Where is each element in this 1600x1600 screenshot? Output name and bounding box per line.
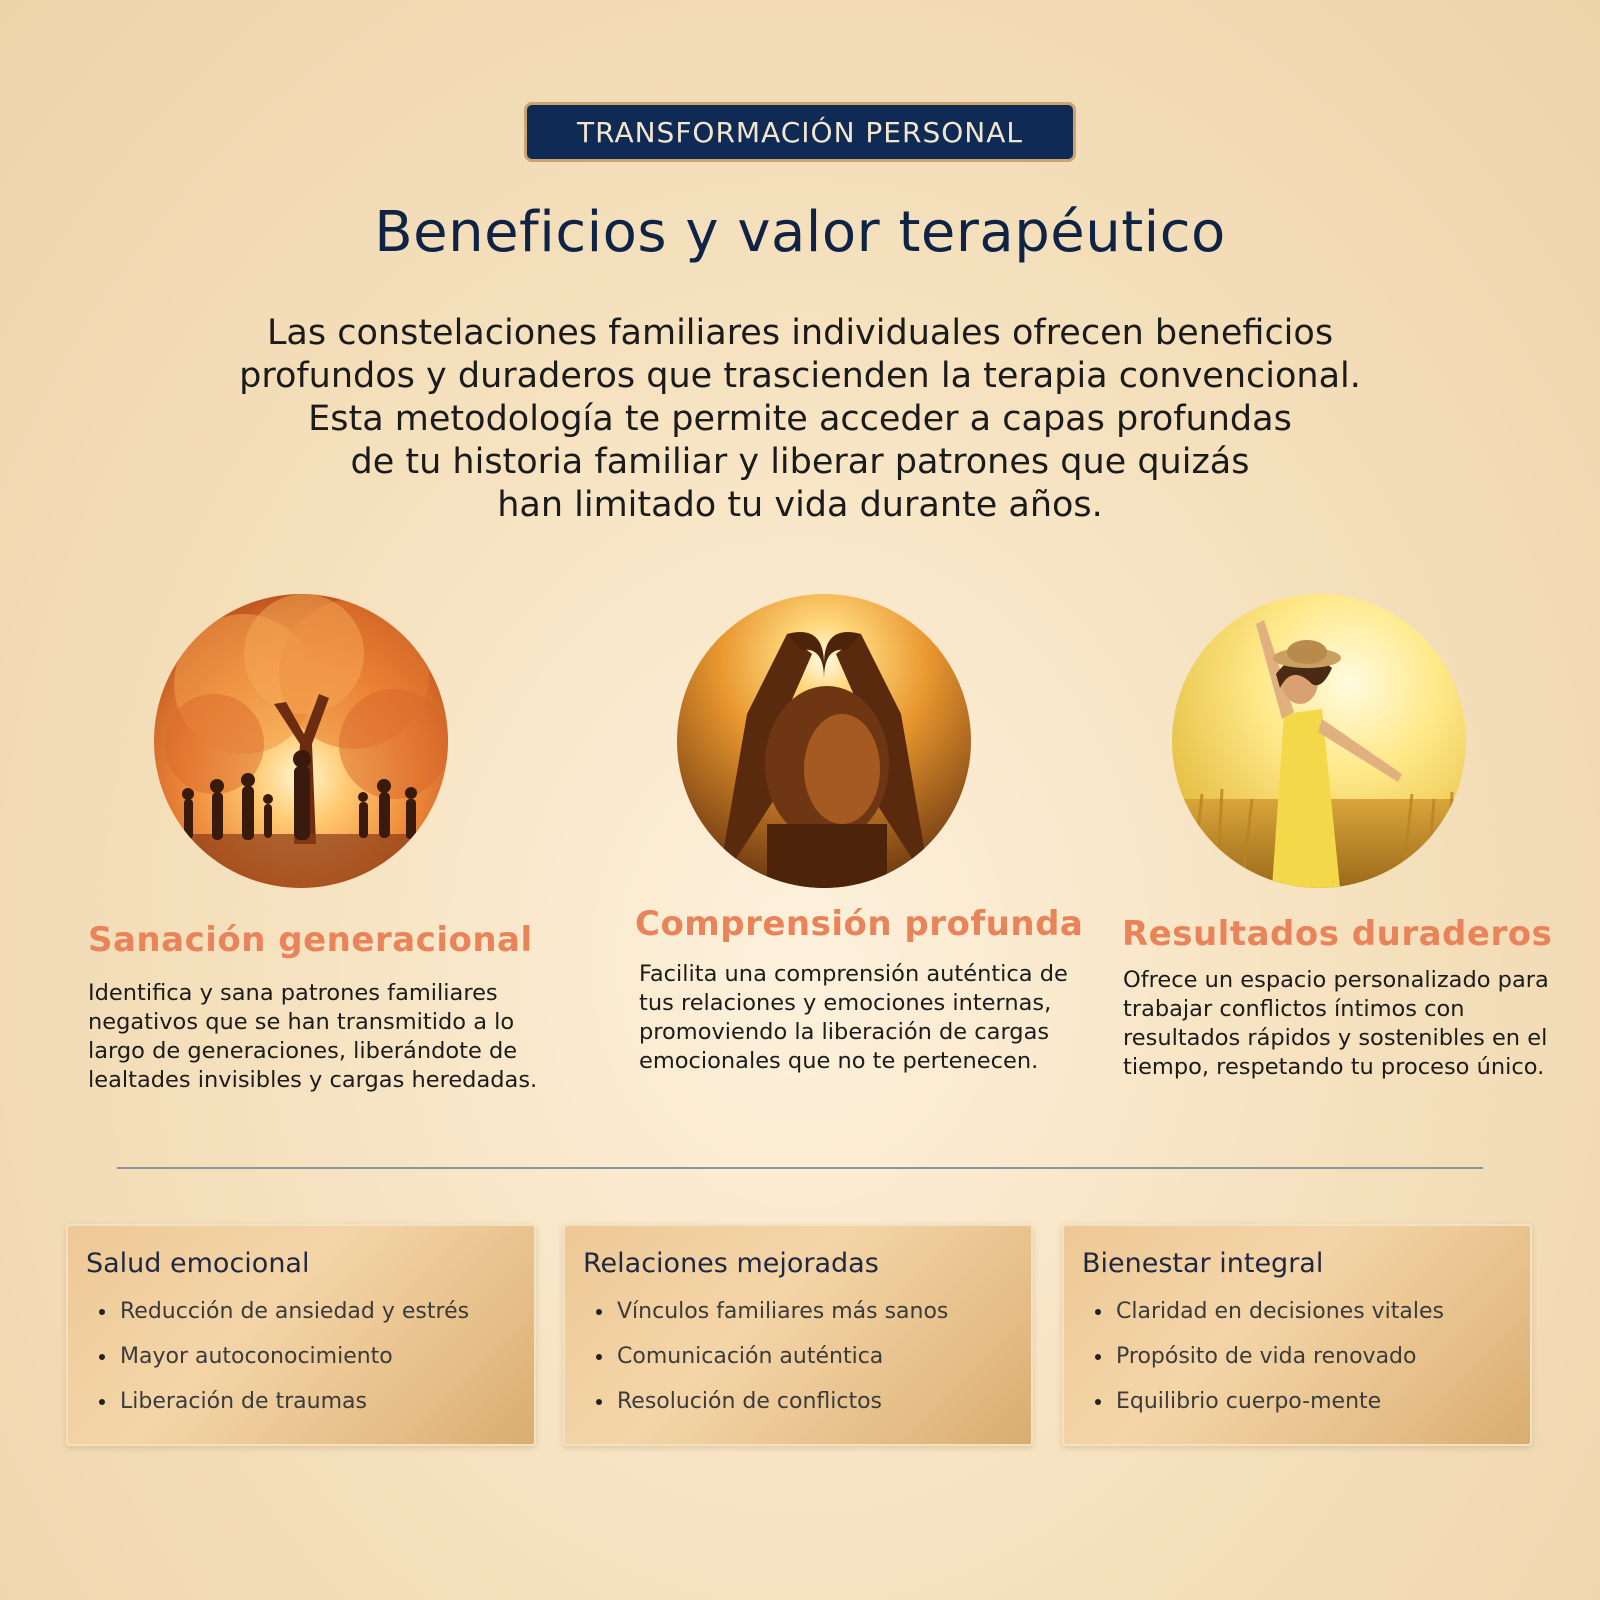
benefit-text-deep-understanding: Facilita una comprensión auténtica de tus relaciones y emociones internas, promoviendo la liberación de cargas emocionales que no te pertenecen. [639,961,1068,1074]
benefit-title-generational-healing: Sanación generacional [88,920,533,960]
list-item: • Claridad en decisiones vitales [1114,1289,1510,1334]
intro-line: de tu historia familiar y liberar patrones que quizás [350,442,1250,482]
section-badge: TRANSFORMACIÓN PERSONAL [524,102,1076,162]
section-divider [117,1167,1483,1169]
benefit-title-deep-understanding: Comprensión profunda [635,904,1084,944]
list-item: • Propósito de vida renovado [1114,1334,1510,1379]
list-item: • Comunicación auténtica [615,1334,1011,1379]
intro-paragraph [150,312,1450,527]
family-tree-image [154,594,448,888]
list-item: • Resolución de conflictos [615,1379,1011,1424]
card-integral-wellbeing [1062,1224,1532,1446]
card-title: Salud emocional [86,1248,310,1279]
intro-line: Esta metodología te permite acceder a capas profundas [308,399,1292,439]
card-title: Bienestar integral [1082,1248,1324,1279]
intro-line: han limitado tu vida durante años. [497,485,1103,525]
benefit-text-lasting-results: Ofrece un espacio personalizado para trabajar conflictos íntimos con resultados rápidos y sostenibles en el tiempo, respetando tu proceso único. [1123,967,1549,1080]
intro-line: Las constelaciones familiares individuales ofrecen beneficios [266,313,1334,353]
heart-hands-image [677,594,971,888]
card-list [1082,1289,1510,1424]
card-emotional-health [66,1224,536,1446]
card-improved-relationships [563,1224,1033,1446]
benefit-title-lasting-results: Resultados duraderos [1122,914,1553,954]
list-item: • Mayor autoconocimiento [118,1334,514,1379]
list-item: • Liberación de traumas [118,1379,514,1424]
benefit-text-generational-healing: Identifica y sana patrones familiares negativos que se han transmitido a lo largo de generaciones, liberándote de lealtades invisibles y cargas heredadas. [88,980,538,1093]
card-title: Relaciones mejoradas [583,1248,879,1279]
card-list [583,1289,1011,1424]
card-list [86,1289,514,1424]
page-title: Beneficios y valor terapéutico [374,200,1226,265]
list-item: • Equilibrio cuerpo-mente [1114,1379,1510,1424]
list-item: • Vínculos familiares más sanos [615,1289,1011,1334]
list-item: • Reducción de ansiedad y estrés [118,1289,514,1334]
joyful-woman-image [1172,594,1466,888]
intro-line: profundos y duraderos que trascienden la terapia convencional. [239,356,1361,396]
